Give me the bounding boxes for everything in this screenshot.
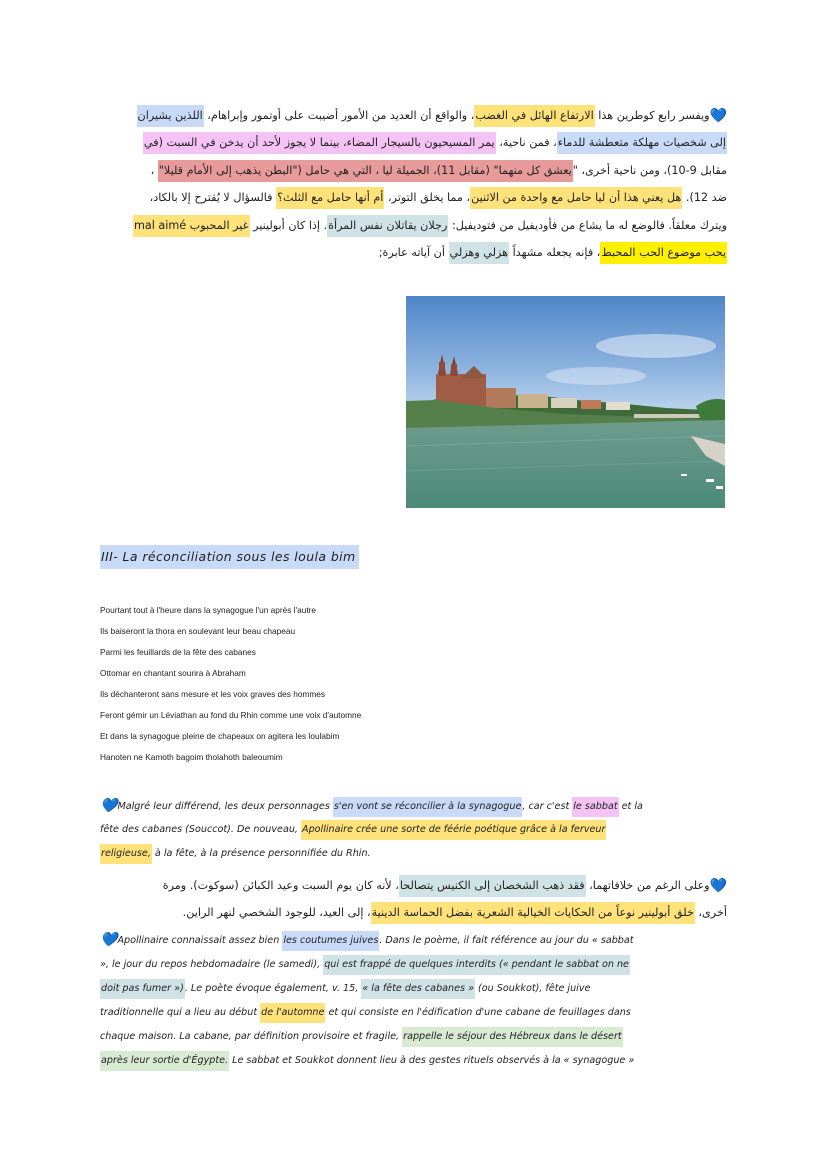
text-run: ، فمن ناحية،	[495, 136, 557, 150]
text-run: ، إلى العيد، للوجود الشخصي لنهر الراين.	[182, 906, 371, 920]
highlighted-text: le sabbat	[572, 797, 618, 817]
text-line	[100, 794, 728, 818]
text-line	[100, 818, 728, 842]
arabic-paragraph-2	[100, 872, 727, 927]
poem-line: Hanoten ne Kamoth bagoim tholahoth baleoumim	[100, 752, 283, 762]
poem-line: Ils baiseront la thora en soulevant leur beau chapeau	[100, 626, 296, 636]
text-line	[100, 239, 727, 266]
poem-line: Feront gémir un Léviathan au fond du Rhin comme une voix d'automne	[100, 710, 362, 720]
text-run: ضد 12).	[682, 191, 727, 205]
text-run: أن آياته عابرة;	[378, 245, 449, 259]
text-line	[100, 157, 727, 184]
text-line	[100, 842, 728, 866]
text-run: ويترك معلقاً. فالوضع له ما يشاع من فأوديفيل من فتوديفيل:	[448, 218, 727, 232]
text-line	[100, 899, 727, 926]
text-run: مقابل 9-10)، ومن ناحية أخرى، "	[572, 163, 727, 177]
text-run: ، لأنه كان يوم السبت وعيد الكبائن (سوكوت). ومرة	[162, 879, 399, 892]
highlighted-text: « la fête des cabanes »	[361, 979, 475, 999]
text-run: (ou Soukkot), fête juive	[475, 983, 591, 994]
text-line	[100, 1049, 728, 1073]
poem-line: Ils déchanteront sans mesure et les voix graves des hommes	[100, 689, 326, 699]
highlighted-text: rappelle le séjour des Hébreux dans le désert	[402, 1027, 623, 1047]
highlighted-text: الارتفاع الهائل في الغضب	[474, 105, 594, 127]
highlighted-text: s'en vont se réconcilier à la synagogue	[333, 797, 523, 817]
text-run: Le sabbat et Soukkot donnent lieu à des gestes rituels observés à la « synagogue »	[229, 1055, 635, 1066]
poem-line: Et dans la synagogue pleine de chapeaux on agitera les loulabim	[100, 731, 340, 741]
text-run: fête des cabanes (Souccot). De nouveau,	[100, 824, 302, 835]
highlighted-text: إلى شخصيات مهلكة متعطشة للدماء	[557, 132, 727, 154]
text-run: traditionnelle qui a lieu au début	[100, 1007, 261, 1018]
basel-rhine-photo	[406, 296, 725, 508]
text-run: chaque maison. La cabane, par définition provisoire et fragile,	[100, 1031, 403, 1042]
text-run: ،	[150, 163, 158, 177]
highlighted-text: de l'automne	[260, 1003, 325, 1023]
highlighted-text: après leur sortie d'Égypte.	[100, 1051, 229, 1071]
text-line	[100, 929, 728, 953]
text-run: et la	[618, 801, 643, 812]
highlighted-text: يمر المسيحيون بالسيجار المضاء، بينما لا يجوز لأحد أن يدخن في السبت (في	[143, 132, 496, 154]
text-run: ، فإنه يجعله مشهداً	[509, 245, 601, 259]
photo-svg	[406, 296, 725, 508]
blue-heart-icon: 💙	[100, 798, 118, 814]
highlighted-text: religieuse,	[100, 844, 152, 864]
text-run: . إذا كان أبولينير	[249, 218, 328, 232]
poem-line: Parmi les feuillards de la fête des cabanes	[100, 647, 256, 657]
french-paragraph-2	[100, 929, 728, 1073]
highlighted-text: qui est frappé de quelques interdits (« pendant le sabbat on ne	[323, 955, 630, 975]
text-line	[100, 953, 728, 977]
text-line	[100, 1001, 728, 1025]
text-run: Apollinaire connaissait assez bien	[117, 935, 283, 946]
highlighted-text: هل يعني هذا أن ليا حامل مع واحدة من الاثنين	[470, 187, 682, 209]
text-run: et qui consiste en l'édification d'une cabane de feuillages dans	[325, 1007, 631, 1018]
text-line	[100, 102, 727, 129]
french-paragraph-1	[100, 794, 728, 866]
text-run: , car c'est	[522, 801, 573, 812]
text-run: ، مما يخلق التوتر،	[384, 191, 471, 205]
highlighted-text: غير المحبوب mal aimé	[133, 215, 250, 237]
text-run: أخرى،	[694, 906, 727, 920]
highlighted-text: هزلي وهزلي	[449, 242, 510, 264]
highlighted-text: اللذين يشيران	[137, 105, 204, 127]
blue-heart-icon: 💙	[709, 108, 727, 124]
text-line	[100, 129, 727, 156]
arabic-paragraph	[100, 102, 727, 266]
text-run: وعلى الرغم من خلافاتهما،	[585, 879, 710, 892]
text-run: ، والواقع أن العديد من الأمور أضيبت على أوتمور وإبراهام،	[203, 109, 475, 122]
highlighted-text: doit pas fumer »)	[100, 979, 185, 999]
text-run: », le jour du repos hebdomadaire (le samedi),	[100, 959, 324, 970]
text-run: . Dans le poème, il fait référence au jour du « sabbat	[379, 935, 634, 946]
text-run: à la fête, à la présence personnifiée du Rhin.	[151, 848, 371, 859]
text-line	[100, 212, 727, 239]
highlighted-text: خلق أبولينير نوعاً من الحكايات الخيالية الشعرية بفضل الحماسة الدينية	[371, 902, 695, 924]
poem-block	[100, 604, 361, 772]
highlighted-text: رجلان يقاتلان نفس المرأة	[327, 215, 448, 237]
text-line	[100, 184, 727, 211]
highlighted-text: Apollinaire crée une sorte de féérie poétique grâce à la ferveur	[301, 820, 606, 840]
highlighted-text: أم أنها حامل مع الثلث؟	[276, 187, 384, 209]
highlighted-text: يحب موضوع الحب المحبط	[600, 242, 727, 264]
blue-heart-icon: 💙	[100, 932, 118, 948]
blue-heart-icon: 💙	[709, 878, 727, 894]
text-line	[100, 1025, 728, 1049]
text-line	[100, 872, 727, 899]
text-run: ويفسر رابع كوطرين هذا	[594, 109, 710, 122]
section-heading: III- La réconciliation sous les loula bim	[100, 545, 359, 569]
highlighted-text: les coutumes juives	[282, 931, 379, 951]
text-line	[100, 977, 728, 1001]
text-run: Malgré leur différend, les deux personnages	[117, 801, 333, 812]
text-run: فالسؤال لا يُقترح إلا بالكاد،	[149, 191, 277, 205]
poem-line: Ottomar en chantant sourira à Abraham	[100, 668, 246, 678]
highlighted-text: فقد ذهب الشخصان إلى الكنيس يتصالحا	[399, 875, 586, 897]
highlighted-text: يعشق كل منهما" (مقابل 11)، الجميلة ليا ، التي هي حامل ("البطن يذهب إلى الأمام قليلا"	[158, 160, 573, 182]
text-run: . Le poète évoque également, v. 15,	[184, 983, 362, 994]
poem-line: Pourtant tout à l'heure dans la synagogue l'un après l'autre	[100, 605, 317, 615]
